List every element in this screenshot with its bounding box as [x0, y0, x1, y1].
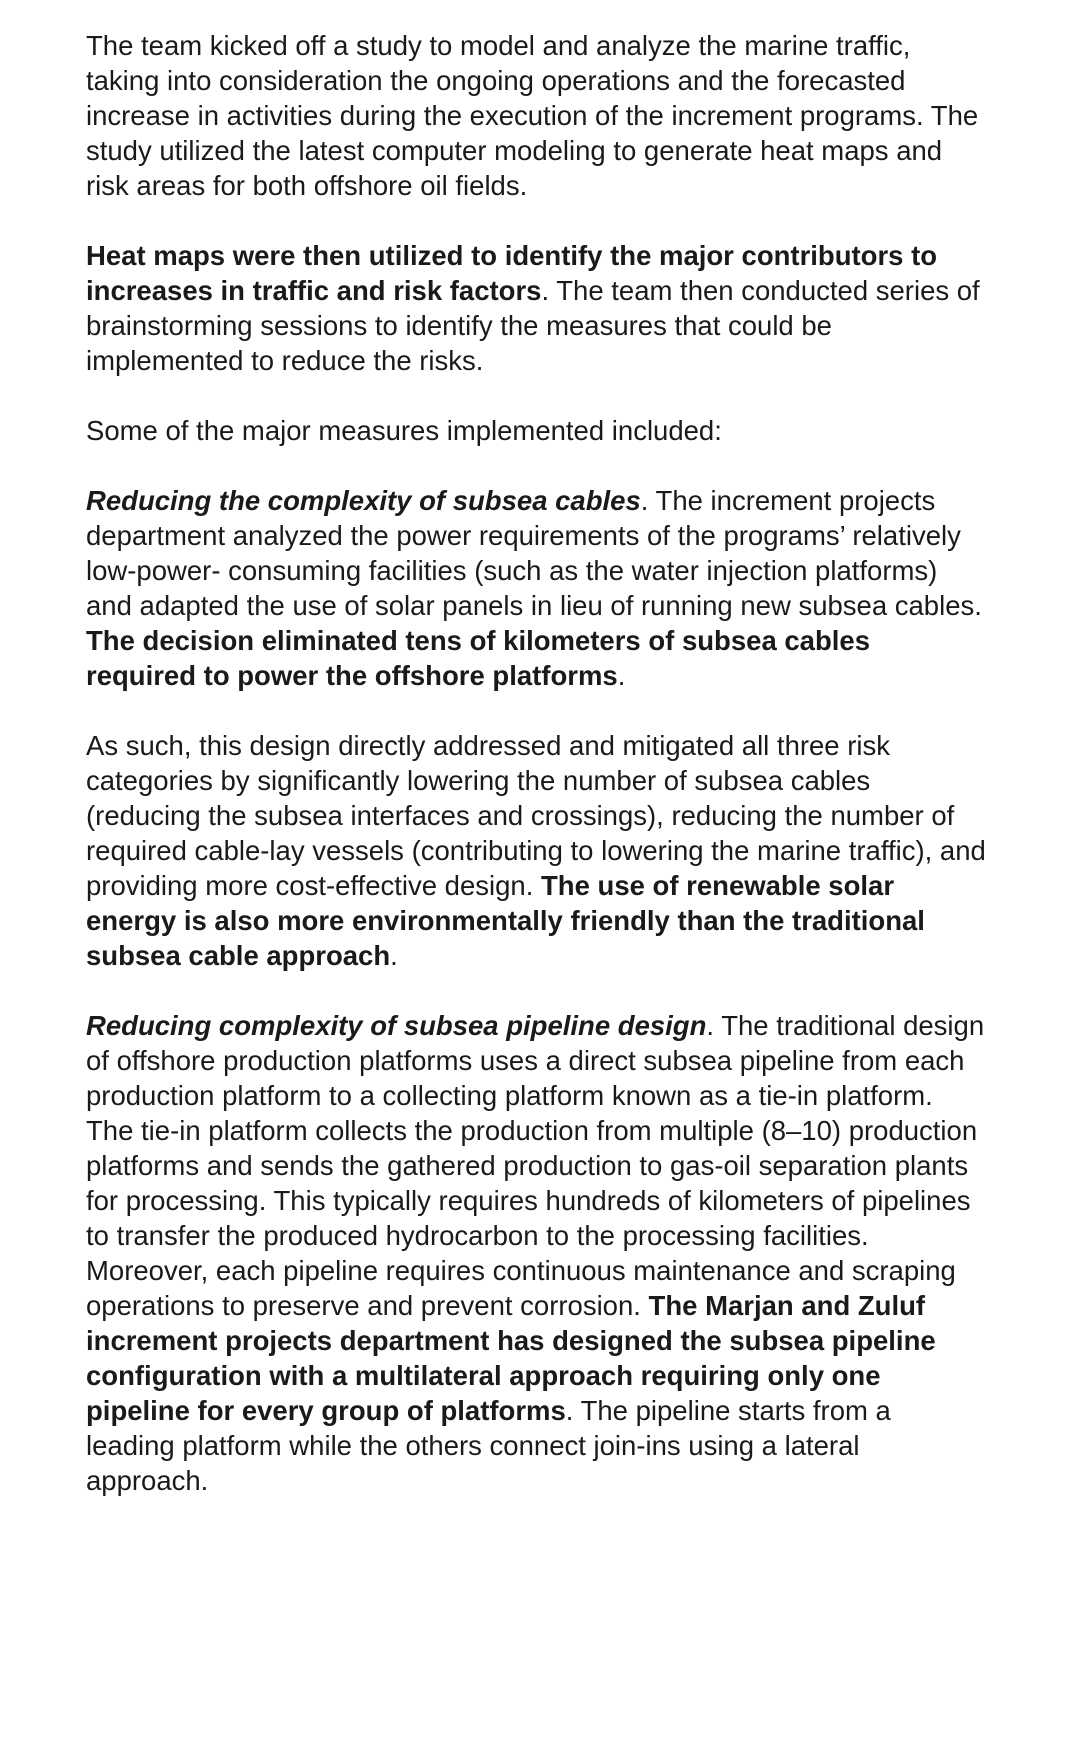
paragraph-end: . — [390, 940, 398, 971]
paragraph-italic-heading: Reducing complexity of subsea pipeline design — [86, 1010, 707, 1041]
document-page — [86, 28, 986, 1533]
paragraph-subsea-cables — [86, 483, 986, 693]
paragraph-risk-categories — [86, 728, 986, 973]
paragraph-bold-lead: Heat maps were then utilized to identify the major contributors to increases in traffic and risk factors — [86, 240, 938, 306]
paragraph-text: As such, this design directly addressed and mitigated all three risk categories by significantly lowering the number of subsea cables (reducing the subsea interfaces and crossings), reducing the number of required cable-lay vessels (contributing to lowering the marine traffic), and providing more cost-effective design. — [86, 730, 986, 901]
paragraph-heat-maps — [86, 238, 986, 378]
paragraph-text: The team kicked off a study to model and analyze the marine traffic, taking into consideration the ongoing operations and the forecasted increase in activities during the execution of the increment programs. The study utilized the latest computer modeling to generate heat maps and risk areas for both offshore oil fields. — [86, 30, 979, 201]
paragraph-end: . The pipeline starts from a leading platform while the others connect join-ins using a lateral approach. — [86, 1395, 891, 1496]
paragraph-end: . — [617, 660, 626, 691]
paragraph-text: . The increment projects department analyzed the power requirements of the programs’ relatively low-power- consuming facilities (such as the water injection platforms) and adapted the use of solar panels in lieu of running new subsea cables. — [86, 485, 982, 621]
paragraph-bold-tail: The decision eliminated tens of kilometers of subsea cables required to power the offshore platforms — [86, 625, 870, 691]
paragraph-text: . The team then conducted series of brainstorming sessions to identify the measures that could be implemented to reduce the risks. — [86, 275, 980, 376]
paragraph-text: Some of the major measures implemented included: — [86, 415, 722, 446]
paragraph-text: . The traditional design of offshore production platforms uses a direct subsea pipeline from each production platform to a collecting platform known as a tie-in platform. The tie-in platform collects the production from multiple (8–10) production platforms and sends the gathered production to gas-oil separation plants for processing. This typically requires hundreds of kilometers of pipelines to transfer the produced hydrocarbon to the processing facilities. Moreover, each pipeline requires continuous maintenance and scraping operations to preserve and prevent corrosion. — [86, 1010, 985, 1321]
paragraph-bold-tail: The use of renewable solar energy is also more environmentally friendly than the traditional subsea cable approach — [86, 870, 925, 971]
paragraph-study-intro — [86, 28, 986, 203]
paragraph-measures-intro — [86, 413, 986, 448]
paragraph-italic-heading: Reducing the complexity of subsea cables — [86, 485, 641, 516]
paragraph-bold-tail: The Marjan and Zuluf increment projects department has designed the subsea pipeline configuration with a multilateral approach requiring only one pipeline for every group of platforms — [86, 1290, 936, 1426]
paragraph-subsea-pipeline — [86, 1008, 986, 1498]
